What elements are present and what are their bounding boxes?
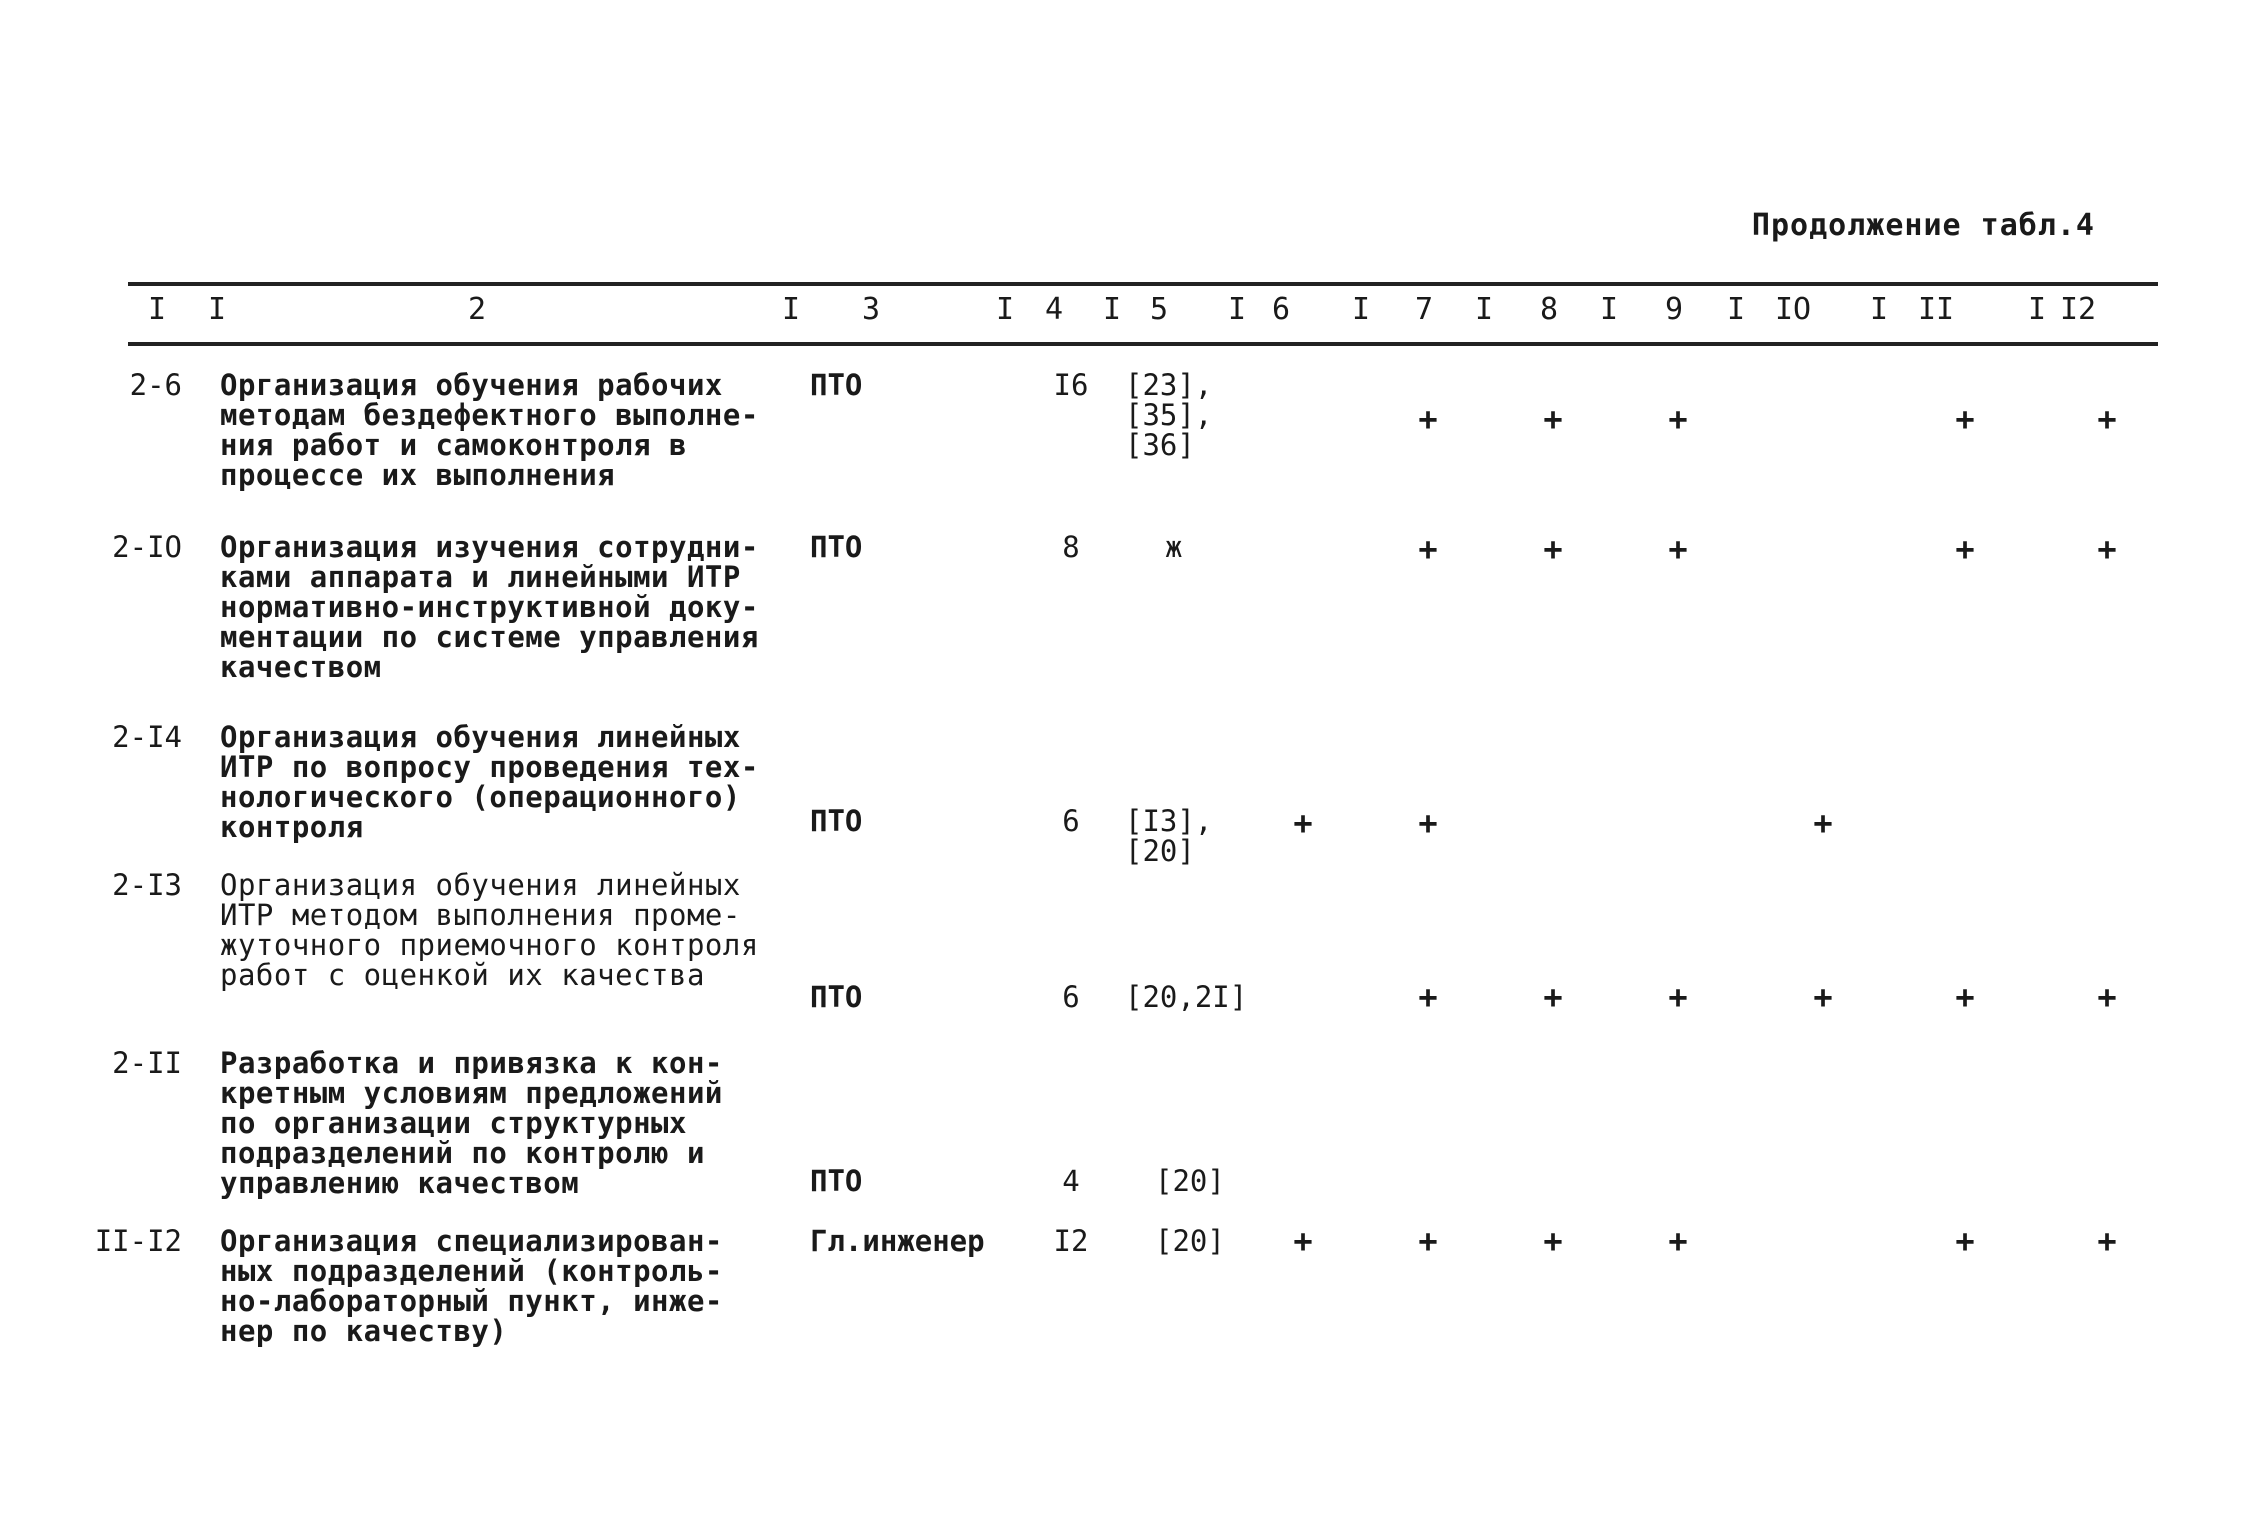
row-code: 2-IO [112, 530, 182, 564]
mark-col-12: + [2097, 530, 2117, 568]
mark-col-7: + [1418, 400, 1438, 438]
header-separator: I [208, 292, 227, 327]
header-separator: I [1228, 292, 1247, 327]
mark-col-6: + [1293, 1222, 1313, 1260]
table-header [0, 292, 2245, 332]
table-row [0, 1222, 2245, 1366]
header-separator: I [782, 292, 801, 327]
row-department: ПТО [810, 368, 863, 402]
header-separator: I [996, 292, 1015, 327]
table-row [0, 870, 2245, 1048]
row-code: 2-I4 [112, 720, 182, 754]
mark-col-9: + [1668, 1222, 1688, 1260]
row-department: ПТО [810, 1164, 863, 1198]
header-separator: I [1103, 292, 1122, 327]
row-code: 2-I3 [112, 868, 182, 902]
mark-col-10: + [1813, 804, 1833, 842]
row-code: 2-6 [129, 368, 182, 402]
header-col-5: 5 [1150, 292, 1169, 327]
mark-col-9: + [1668, 530, 1688, 568]
mark-col-8: + [1543, 1222, 1563, 1260]
mark-col-11: + [1955, 400, 1975, 438]
header-col-8: 8 [1540, 292, 1559, 327]
row-code: 2-II [112, 1046, 182, 1080]
row-description: Организация специализирован- ных подразделений (контроль- но-лабораторный пункт, инже- нер по качеству) [220, 1224, 723, 1348]
mark-col-7: + [1418, 530, 1438, 568]
row-reference: ж [1165, 530, 1183, 564]
header-col-11: II [1918, 292, 1955, 327]
row-number: I6 [1053, 368, 1089, 402]
header-col-4: 4 [1045, 292, 1064, 327]
header-col-1: I [148, 292, 167, 327]
header-separator: I [1870, 292, 1889, 327]
header-separator: I [2028, 292, 2047, 327]
row-number: 6 [1062, 804, 1080, 838]
row-department: Гл.инженер [810, 1224, 985, 1258]
mark-col-9: + [1668, 978, 1688, 1016]
header-separator: I [1475, 292, 1494, 327]
mark-col-8: + [1543, 530, 1563, 568]
mark-col-12: + [2097, 400, 2117, 438]
mark-col-7: + [1418, 804, 1438, 842]
row-reference: [23],[35], [36] [1125, 368, 1213, 462]
row-reference: [20,2I] [1125, 980, 1248, 1014]
header-separator: I [1600, 292, 1619, 327]
header-col-9: 9 [1665, 292, 1684, 327]
mark-col-8: + [1543, 978, 1563, 1016]
table-row [0, 722, 2245, 870]
mark-col-7: + [1418, 1222, 1438, 1260]
mark-col-11: + [1955, 1222, 1975, 1260]
row-reference: [20] [1155, 1224, 1225, 1258]
mark-col-12: + [2097, 1222, 2117, 1260]
row-reference: [I3],[20] [1125, 804, 1213, 868]
row-description: Разработка и привязка к кон- кретным условиям предложений по организации структурных подразделений по контролю и управлению качеством [220, 1046, 723, 1200]
header-col-10: IO [1775, 292, 1812, 327]
table-caption: Продолжение табл.4 [1751, 208, 2095, 243]
row-description: Организация изучения сотрудни- ками аппарата и линейными ИТР нормативно-инструктивной доку- ментации по системе управления качеством [220, 530, 759, 684]
row-number: 8 [1062, 530, 1080, 564]
header-separator: I [1727, 292, 1746, 327]
row-description: Организация обучения линейных ИТР по вопросу проведения тех- нологического (операционного) контроля [220, 720, 759, 844]
header-col-7: 7 [1415, 292, 1434, 327]
mark-col-12: + [2097, 978, 2117, 1016]
row-number: 6 [1062, 980, 1080, 1014]
mark-col-11: + [1955, 978, 1975, 1016]
mark-col-9: + [1668, 400, 1688, 438]
table-top-rule [128, 282, 2158, 286]
mark-col-7: + [1418, 978, 1438, 1016]
row-number: I2 [1053, 1224, 1089, 1258]
table-row [0, 532, 2245, 708]
row-department: ПТО [810, 980, 863, 1014]
table-row [0, 1048, 2245, 1226]
header-col-2: 2 [468, 292, 487, 327]
mark-col-6: + [1293, 804, 1313, 842]
mark-col-8: + [1543, 400, 1563, 438]
header-col-3: 3 [862, 292, 881, 327]
header-col-12: I2 [2060, 292, 2097, 327]
header-col-6: 6 [1272, 292, 1291, 327]
row-description: Организация обучения линейных ИТР методом выполнения проме- жуточного приемочного контроля работ с оценкой их качества [220, 868, 759, 992]
row-code: II-I2 [94, 1224, 182, 1258]
table-header-rule [128, 342, 2158, 346]
row-department: ПТО [810, 804, 863, 838]
header-separator: I [1352, 292, 1371, 327]
row-reference: [20] [1155, 1164, 1225, 1198]
row-department: ПТО [810, 530, 863, 564]
table-row [0, 370, 2245, 518]
mark-col-11: + [1955, 530, 1975, 568]
row-number: 4 [1062, 1164, 1080, 1198]
row-description: Организация обучения рабочих методам бездефектного выполне- ния работ и самоконтроля в процессе их выполнения [220, 368, 759, 492]
mark-col-10: + [1813, 978, 1833, 1016]
